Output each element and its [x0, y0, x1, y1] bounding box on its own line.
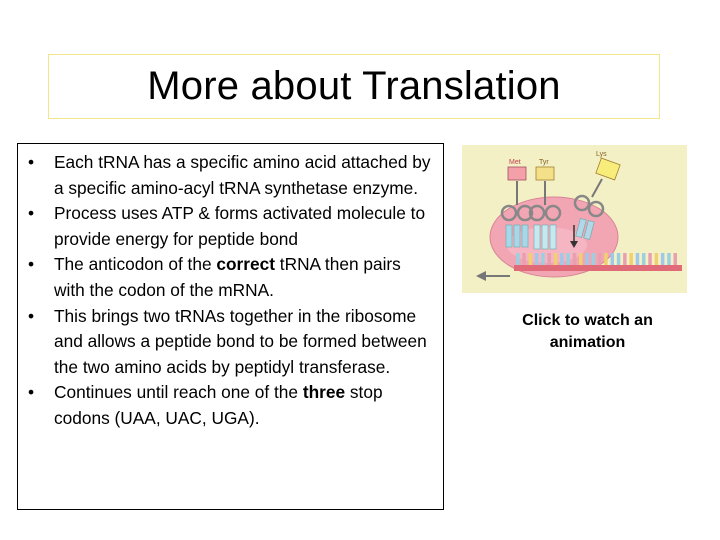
bullet-text: This brings two tRNAs together in the ribosome and allows a peptide bond to be formed between the two amino acids by peptidyl transferase. [54, 305, 427, 377]
mrna-strand [514, 265, 682, 271]
codon-tick [535, 253, 539, 265]
ribosome-diagram [462, 145, 687, 293]
codon-tick [674, 253, 678, 265]
bullet-item [28, 304, 435, 381]
codon-tick [629, 253, 633, 265]
bullet-item [28, 201, 435, 252]
codon-tick [548, 253, 552, 265]
codon-tick [642, 253, 646, 265]
bullet-marker: • [28, 305, 35, 326]
bullet-item [28, 252, 435, 303]
bullet-text: tRNA then pairs with the codon of the mRNA. [54, 254, 401, 300]
codon-tick [636, 253, 640, 265]
bullet-marker: • [28, 254, 35, 275]
bullet-text: Each tRNA has a specific amino acid attached by a specific amino-acyl tRNA synthetase enzyme. [54, 152, 431, 198]
codon-tick [554, 253, 558, 265]
bullet-text: Process uses ATP & forms activated molecule to provide energy for peptide bond [54, 203, 426, 249]
direction-arrow-head [476, 271, 486, 281]
codon-tick [566, 253, 570, 265]
codon-tick [579, 253, 583, 265]
bullet-text: The anticodon of the [54, 254, 217, 275]
codon-tick [529, 253, 533, 265]
codon-tick [516, 253, 520, 265]
slide-title: More about Translation [147, 64, 561, 108]
bullet-list-box [17, 143, 444, 510]
bullet-text: stop codons (UAA, UAC, UGA). [54, 382, 383, 428]
codon-tick [522, 253, 526, 265]
codon-tick [604, 253, 608, 265]
met-label: Met [509, 159, 521, 166]
bullet-item [28, 380, 435, 431]
bullet-marker: • [28, 203, 35, 224]
animation-link[interactable]: Click to watch an animation [522, 312, 653, 351]
bullet-text-bold: three [302, 382, 346, 403]
codon-tick [573, 253, 577, 265]
codon-tick [655, 253, 659, 265]
codon-tick [560, 253, 564, 265]
codon-tick [598, 253, 602, 265]
bullet-text-bold: correct [216, 254, 275, 275]
lys-label: Lys [596, 151, 607, 158]
bullet-marker: • [28, 382, 35, 403]
title-box [48, 54, 660, 119]
codon-tick [667, 253, 671, 265]
translation-illustration[interactable] [462, 145, 687, 293]
codon-tick [661, 253, 665, 265]
codon-tick [617, 253, 621, 265]
bullet-text: Continues until reach one of the [54, 382, 303, 403]
codon-tick [585, 253, 589, 265]
met-block [508, 167, 526, 180]
codon-tick [648, 253, 652, 265]
bullet-list [28, 150, 435, 432]
bullet-marker: • [28, 152, 35, 172]
codon-tick [623, 253, 627, 265]
bullet-item [28, 150, 435, 201]
tyr-block [536, 167, 554, 180]
codon-tick [611, 253, 615, 265]
lys-block [596, 158, 620, 180]
codon-tick [592, 253, 596, 265]
codon-tick [541, 253, 545, 265]
tyr-label: Tyr [539, 159, 549, 166]
